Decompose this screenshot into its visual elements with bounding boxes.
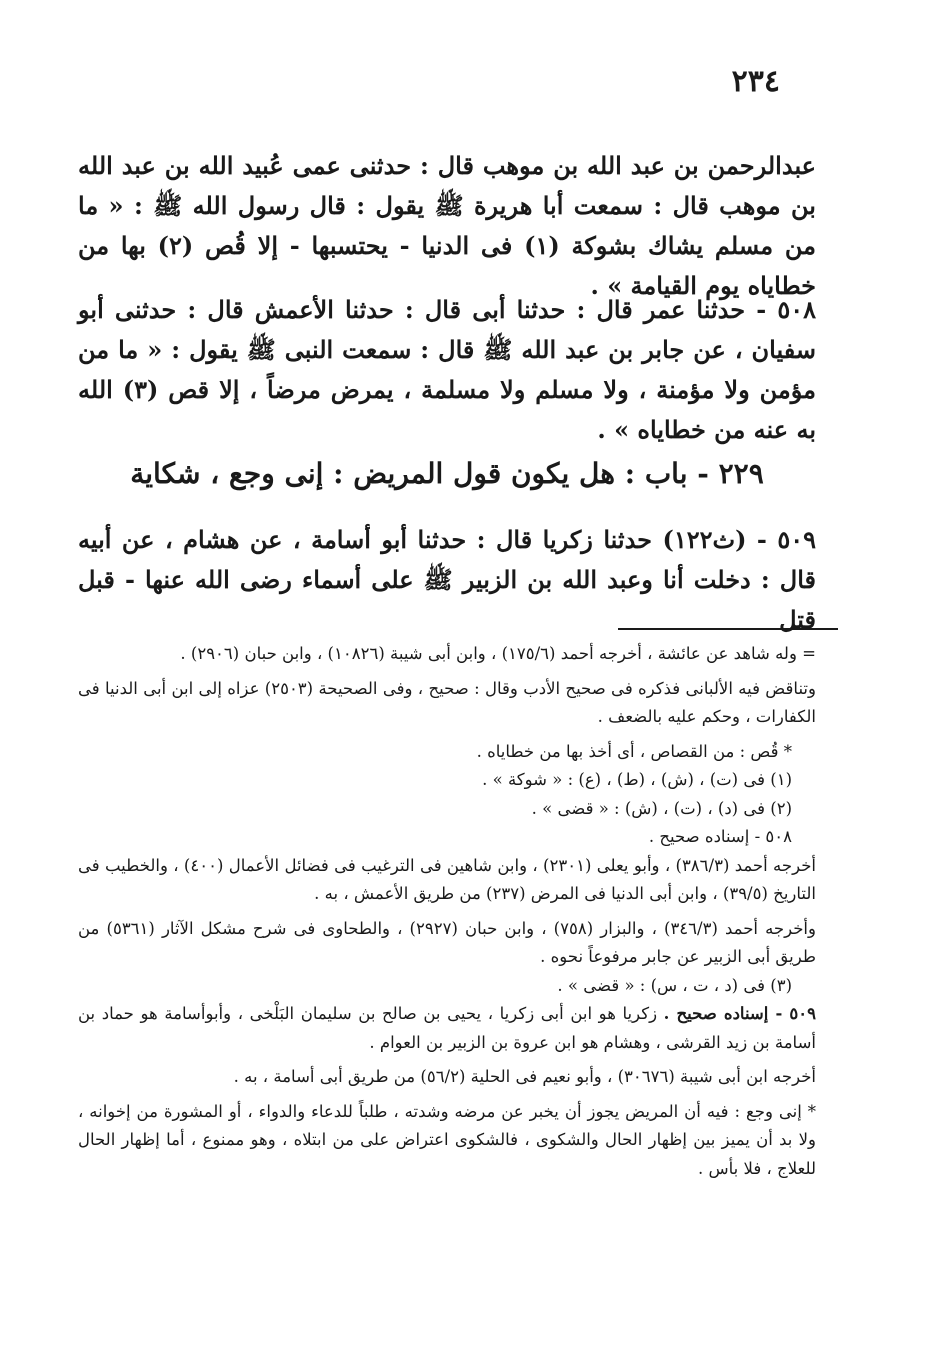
page-number: ٢٣٤ — [731, 64, 780, 99]
footnote: وأخرجه أحمد (٣٤٦/٣) ، والبزار (٧٥٨) ، وابن حبان (٢٩٢٧) ، والطحاوى فى شرح مشكل الآثار (٥٣٦١) من طريق أبى الزبير عن جابر مرفوعاً نحوه . — [78, 918, 816, 966]
paragraph-text: ٥٠٨ - حدثنا عمر قال : حدثنا أبى قال : حدثنا الأعمش قال : حدثنى أبو سفيان ، عن جابر بن عبد الله ﷺ قال : سمعت النبى ﷺ يقول : « ما من مؤمن ولا مؤمنة ، ولا مسلم ولا مسلمة ، يمرض مرضاً ، إلا قص (٣) الله به عنه من خطاياه » . — [78, 295, 817, 444]
hadith-paragraph — [78, 146, 816, 306]
paragraph-text: ٥٠٩ - (ث١٢٢) حدثنا زكريا قال : حدثنا أبو أسامة ، عن هشام ، عن أبيه قال : دخلت أنا وعبد الله بن الزبير ﷺ على أسماء رضى الله عنها - قبل قتل — [78, 525, 817, 634]
footnote-text: زكريا هو ابن أبى زكريا ، يحيى بن صالح بن سليمان البَلْخى ، وأبوأسامة هو حماد بن أسامة بن زيد القرشى ، وهشام هو ابن عروة بن الزبير بن العوام . — [78, 1004, 816, 1052]
hadith-paragraph — [78, 520, 816, 640]
footnote-heading: ٥٠٩ - إسناده صحيح . — [663, 1004, 816, 1023]
footnote: (١) فى (ت) ، (ش) ، (ط) ، (ع) : « شوكة » . — [482, 770, 792, 789]
footnote: وتناقض فيه الألبانى فذكره فى صحيح الأدب وقال : صحيح ، وفى الصحيحة (٢٥٠٣) عزاه إلى ابن أبى الدنيا فى الكفارات ، وحكم عليه بالضعف . — [78, 678, 816, 726]
footnote: أخرجه ابن أبى شيبة (٣٠٦٧٦) ، وأبو نعيم فى الحلية (٥٦/٢) من طريق أبى أسامة ، به . — [233, 1067, 816, 1086]
footnote: * إنى وجع : فيه أن المريض يجوز أن يخبر عن مرضه وشدته ، طلباً للدعاء والدواء ، أو المشورة من إخوانه ، ولا بد أن يميز بين إظهار الحال والشكوى ، فالشكوى اعتراض على من ابتلاه ، وهو ممنوع ، أما إظهار الحال للعلاج ، فلا بأس . — [78, 1101, 816, 1178]
footnote: أخرجه أحمد (٣٨٦/٣) ، وأبو يعلى (٢٣٠١) ، وابن شاهين فى الترغيب فى فضائل الأعمال (٤٠٠) ، والخطيب فى التاريخ (٣٩/٥) ، وابن أبى الدنيا فى المرض (٢٣٧) من طريق الأعمش ، به . — [78, 855, 816, 903]
chapter-heading: ٢٢٩ - باب : هل يكون قول المريض : إنى وجع ، شكاية — [130, 457, 764, 490]
hadith-paragraph — [78, 290, 816, 450]
footnote-divider — [618, 628, 838, 630]
paragraph-text: عبدالرحمن بن عبد الله بن موهب قال : حدثنى عمى عُبيد الله بن عبد الله بن موهب قال : سمعت أبا هريرة ﷺ يقول : قال رسول الله ﷺ : « ما من مسلم يشاك بشوكة (١) فى الدنيا - يحتسبها - إلا قُص (٢) بها من خطاياه يوم القيامة » . — [78, 151, 817, 300]
footnote: (٣) فى (د ، ت ، س) : « قضى » . — [557, 975, 792, 995]
footnotes-section — [78, 640, 816, 1189]
footnote: (٢) فى (د) ، (ت) ، (ش) : « قضى » . — [531, 798, 792, 818]
footnote-heading: ٥٠٨ - إسناده صحيح . — [648, 827, 792, 846]
footnote: * قُص : من القصاص ، أى أخذ بها من خطاياه . — [476, 741, 792, 761]
footnote — [78, 1000, 816, 1057]
footnote: = وله شاهد عن عائشة ، أخرجه أحمد (١٧٥/٦) ، وابن أبى شيبة (١٠٨٢٦) ، وابن حبان (٢٩٠٦) . — [180, 644, 816, 663]
